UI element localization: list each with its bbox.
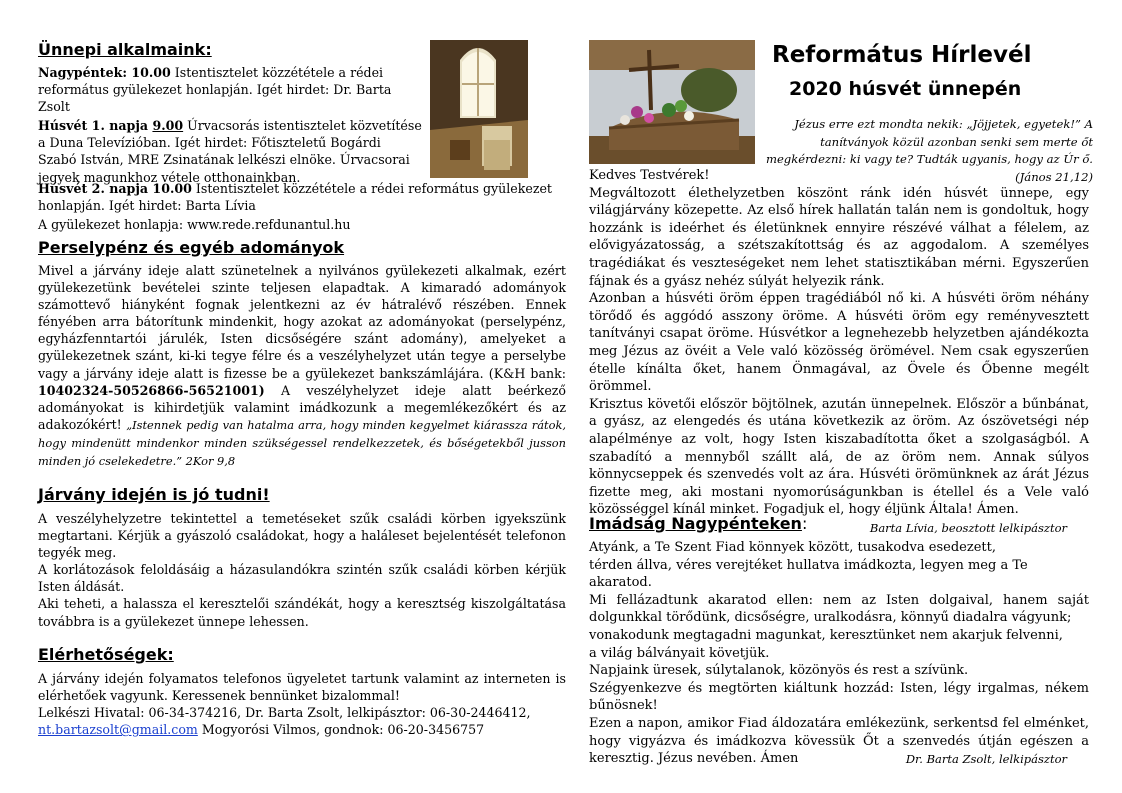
section-heading-contacts: Elérhetőségek: — [38, 645, 174, 664]
church-window-photo — [430, 40, 528, 178]
signature-barta-livia: Barta Lívia, beosztott lelkipásztor — [869, 520, 1067, 535]
section-heading-prayer: Imádság Nagypénteken — [589, 514, 802, 533]
section-heading-services: Ünnepi alkalmaink: — [38, 40, 212, 59]
email-line: nt.bartazsolt@gmail.com Mogyorósi Vilmos, gondnok: 06-20-3456757 — [38, 722, 485, 738]
funeral-note: A veszélyhelyzetre tekintettel a temetéseket szűk családi körben igyekszünk megtartani. Kérjük a gyászoló családokat, hogy a haláleset bejelentését telefonon tegyék meg. — [38, 511, 566, 561]
prayer-line: Ezen a napon, amikor Fiad áldozatára emlékezünk, serkentsd fel elménket, hogy vigyázva és imádkozva kövessük Őt a szenvedés útján egészen a keresztig. Jézus nevében. Ámen Dr. Barta Zsolt, lelkipásztor — [589, 715, 1089, 768]
greeting: Kedves Testvérek! — [589, 168, 710, 183]
message-para-2: Azonban a húsvéti öröm éppen tragédiából nő ki. A húsvéti öröm néhány törődő és aggódó asszony öröme. A húsvéti öröm egy reményvesztett tanítványi csapat öröme. Húsvétkor a legnehezebb helyzetben ajándékozta meg Jézus az övéit a Vele való közösség örömével. Nem csak egyszerűen ételle kínálta őket, hanem Önmagával, az Övele és Őbenne megélt örömmel. — [589, 291, 1089, 395]
phone-numbers: Lelkészi Hivatal: 06-34-374216, Dr. Barta Zsolt, lelkipásztor: 06-30-2446412, — [38, 705, 531, 721]
prayer-text — [589, 539, 1089, 769]
donations-text: Mivel a járvány ideje alatt szünetelnek a nyilvános gyülekezeti alkalmak, ezért gyülekezetünk bevételei szinte teljesen elapadtak. A kimaradó adományok számottevő hiányként fognak jelentkezni az év hátralévő részében. Ennek fényében arra bátorítunk mindenkit, hogy azokat az adományokat (perselypénz, egyházfenntartói járulék, Isten dicsőségére szánt adomány), amelyeket a gyülekezetnek szánt, ki-ki tegye félre és a veszélyhelyzet után tegye a perselybe vagy a járvány ideje alatt is fizesse be a gyülekezet bankszámlájára. (K&H bank: 10402324-50526866-56521001) A veszélyhelyzet ideje alatt beérkező adományokat is kihirdetjük valamint imádkozunk a megemlékezőkért és az adakozókért! „Istennek pedig van hatalma arra, hogy minden kegyelmet kiárassza rátok, hogy mindenütt mindenkor minden szükségessel rendelkezzetek, és bőségetekből jusson minden jó cselekedetre.” 2Kor 9,8 — [38, 263, 566, 469]
contacts-intro: A járvány idején folyamatos telefonos ügyeletet tartunk valamint az interneten is elérhetőek vagyunk. Keressenek bennünket bizalommal! — [38, 671, 566, 704]
website-line: A gyülekezet honlapja: www.rede.refdunantul.hu — [38, 217, 351, 233]
prayer-line: Szégyenkezve és megtörten kiáltunk hozzád: Isten, légy irgalmas, nékem bűnösnek! — [589, 680, 1089, 714]
prayer-line: Mi fellázadtunk akaratod ellen: nem az Isten dolgaival, hanem saját dolgunkkal törődünk, dicsőségre, uralkodásra, könnyű diadalra vágyunk; — [589, 592, 1089, 626]
easter-basket-photo — [589, 40, 755, 164]
easter-day2-item: Húsvét 2. napja 10.00 Istentisztelet közzététele a rédei református gyülekezet honlapján. Igét hirdet: Barta Lívia — [38, 181, 552, 214]
wedding-note: A korlátozások feloldásáig a házasulandókra szintén szűk családi körben kérjük Isten áldását. — [38, 562, 566, 595]
prayer-line: Napjaink üresek, súlytalanok, közönyös és rest a szívünk. — [589, 663, 969, 679]
bible-verse: Jézus erre ezt mondta nekik: „Jöjjetek, egyetek!” A tanítványok közül azonban senki sem merte őt megkérdezni: ki vagy te? Tudták ugyanis, hogy az Úr ő. (János 21,12) — [765, 117, 1093, 184]
pandemic-text — [38, 510, 566, 630]
prayer-section — [589, 514, 1089, 533]
newsletter-title: Református Hírlevél — [772, 42, 1032, 68]
baptism-note: Aki teheti, a halassza el keresztelői szándékát, hogy a keresztség kiszolgáltatása továbbra is a gyülekezet ünnepe lehessen. — [38, 596, 566, 629]
contacts-text — [38, 670, 566, 738]
prayer-line: Atyánk, a Te Szent Fiad könnyek között, tusakodva esedezett, — [589, 540, 996, 555]
section-heading-pandemic: Járvány idején is jó tudni! — [38, 485, 270, 504]
good-friday-item: Nagypéntek: 10.00 Istentisztelet közzététele a rédei református gyülekezet honlapján. Igét hirdet: Dr. Barta Zsolt — [38, 65, 392, 115]
prayer-line: térden állva, véres verejtéket hullatva imádkozta, legyen meg a Te akaratod. — [589, 557, 1028, 591]
easter-message — [589, 167, 1089, 537]
message-para-3: Krisztus követői először böjtölnek, azután ünnepelnek. Először a bűnbánat, a gyász, az elengedés és utána következik az öröm. Az ószövetségi nép alapélménye az volt, hogy Isten kiszabadította őket a szolgaságból. A szabadító a mennyből szállt alá, de az öröm nem. Annak súlyos könnycseppek és szenvedés volt az ára. Húsvéti örömünknek az árát Jézus fizette meg, aki mostani nyomorúságunkban is étellel és a Vele való közösséggel kínál minket. Fogadjuk el, hogy éljünk Általa! Ámen. Barta Lívia, beosztott lelkipásztor — [589, 396, 1089, 519]
bank-account: 10402324-50526866-56521001) — [38, 382, 265, 398]
prayer-heading-line: Imádság Nagypénteken: — [589, 514, 808, 533]
prayer-line: a világ bálványait követjük. — [589, 645, 770, 661]
bible-quote: „Istennek pedig van hatalma arra, hogy minden kegyelmet kiárassza rátok, hogy mindenütt mindenkor minden szükségessel rendelkezzetek, és bőségetekből jusson minden jó cselekedetre.” 2Kor 9,8 — [38, 417, 566, 469]
signature-barta-zsolt: Dr. Barta Zsolt, lelkipásztor — [905, 752, 1067, 767]
email-link[interactable]: nt.bartazsolt@gmail.com — [38, 722, 198, 738]
message-para-1: Megváltozott élethelyzetben köszönt ránk idén húsvét ünnepe, egy világjárvány közepette. Az első hírek hallatán talán nem is gondoltuk, hogy hozzánk is ideérhet és életünknek ennyire részévé válhat a félelem, az elővigyázatosság, a szétszakítottság és az aggodalom. A személyes tragédiákat és veszteségeket nem lehet statisztikában mérni. Egyszerűen fájnak és a gyász nehéz súlyát helyezik ránk. — [589, 185, 1089, 289]
easter-day1-item: Húsvét 1. napja 9.00 Úrvacsorás istentisztelet közvetítése a Duna Televízióban. Igét hirdet: Főtiszteletű Bogárdi Szabó István, MRE Zsinatának lelkészi elnöke. Úrvacsorai jegyek magunkhoz vétele otthonainkban. — [38, 118, 422, 185]
services-block — [38, 64, 423, 186]
prayer-line: vonakodunk megtagadni magunkat, keresztünket nem akarjuk felvenni, — [589, 627, 1063, 643]
services-block-2 — [38, 180, 566, 233]
newsletter-subtitle: 2020 húsvét ünnepén — [789, 78, 1022, 100]
section-heading-donations: Perselypénz és egyéb adományok — [38, 238, 345, 257]
